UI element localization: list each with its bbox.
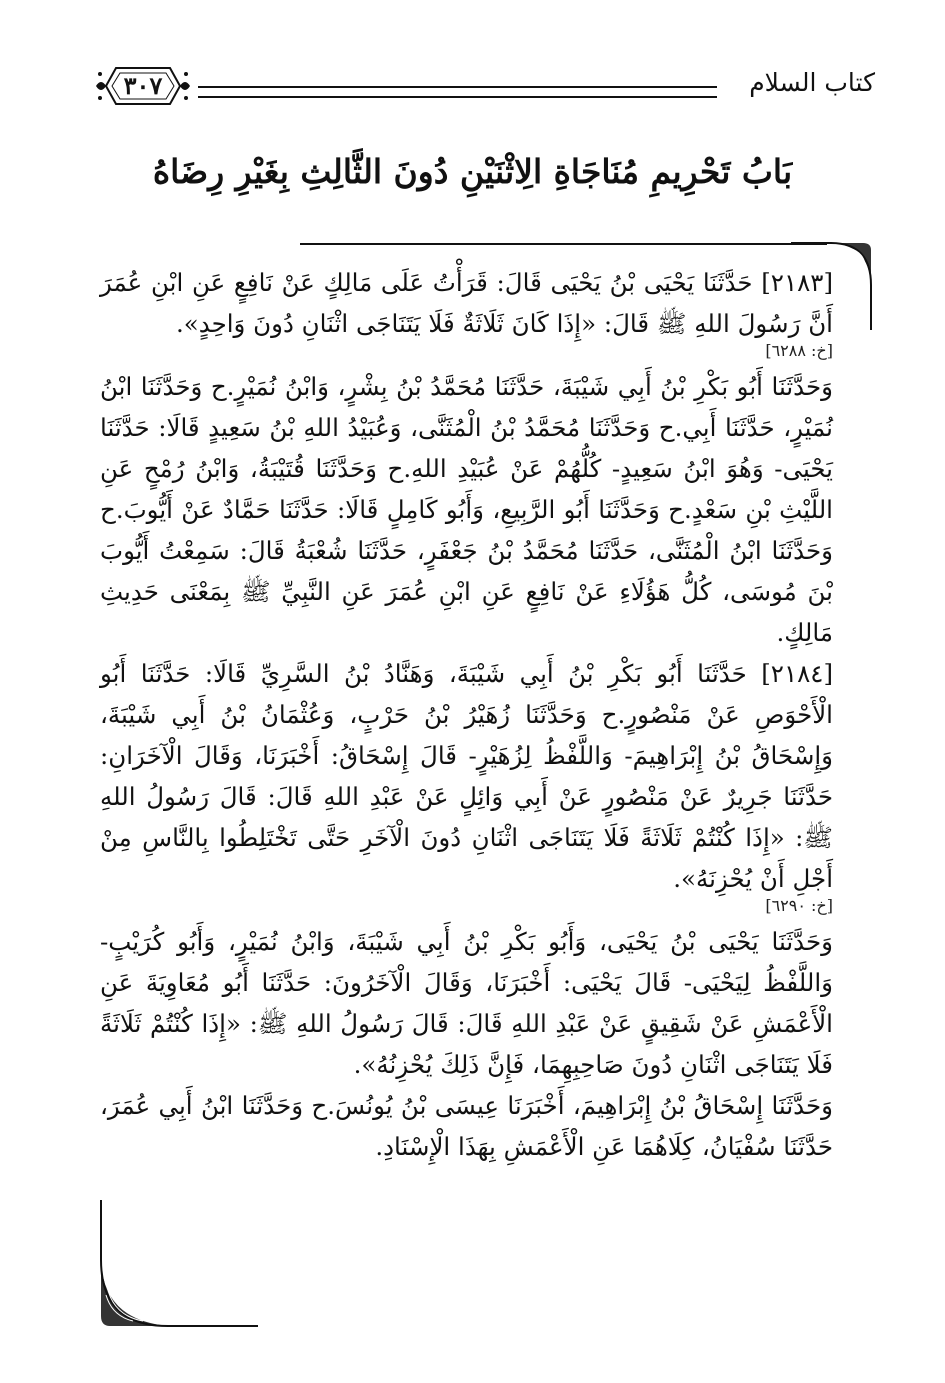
page-number: ٣٠٧ xyxy=(123,71,163,100)
book-title: كتاب السلام xyxy=(749,68,875,97)
hadith-2184-chain-3: وَحَدَّثَنَا إِسْحَاقُ بْنُ إِبْرَاهِيمَ، أَخْبَرَنَا عِيسَى بْنُ يُونُسَ.ح وَحَدَّثَنَا ابْنُ أَبِي عُمَرَ، حَدَّثَنَا سُفْيَانُ، كِلَاهُمَا عَنِ الْأَعْمَشِ بِهَذَا الْإِسْنَادِ. xyxy=(100,1091,833,1161)
reference-bukhari-6288: [خ: ٦٢٨٨] xyxy=(765,341,833,360)
hadith-2184: [٢١٨٤] حَدَّثَنَا أَبُو بَكْرِ بْنُ أَبِي شَيْبَةَ، وَهَنَّادُ بْنُ السَّرِيِّ قَالَا: حَدَّثَنَا أَبُو الْأَحْوَصِ عَنْ مَنْصُورٍ.ح وَحَدَّثَنَا زُهَيْرُ بْنُ حَرْبٍ، وَعُثْمَانُ بْنُ أَبِي شَيْبَةَ، وَإِسْحَاقُ بْنُ إِبْرَاهِيمَ- وَاللَّفْظُ لِزُهَيْرٍ- قَالَ إِسْحَاقُ: أَخْبَرَنَا، وَقَالَ الْآخَرَانِ: حَدَّثَنَا جَرِيرٌ عَنْ مَنْصُورٍ عَنْ أَبِي وَائِلٍ عَنْ عَبْدِ اللهِ قَالَ: قَالَ رَسُولُ اللهِ ﷺ: «إِذَا كُنْتُمْ ثَلَاثَةً فَلَا يَتَنَاجَى اثْنَانِ دُونَ الْآخَرِ حَتَّى تَخْتَلِطُوا بِالنَّاسِ مِنْ أَجْلِ أَنْ يُحْزِنَهُ». xyxy=(100,659,833,893)
hadith-2183-chains: وَحَدَّثَنَا أَبُو بَكْرِ بْنُ أَبِي شَيْبَةَ، حَدَّثَنَا مُحَمَّدُ بْنُ بِشْرٍ، وَابْنُ نُمَيْرٍ.ح وَحَدَّثَنَا ابْنُ نُمَيْرٍ، حَدَّثَنَا أَبِي.ح وَحَدَّثَنَا مُحَمَّدُ بْنُ الْمُثَنَّى، وَعُبَيْدُ اللهِ بْنُ سَعِيدٍ قَالَا: حَدَّثَنَا يَحْيَى- وَهُوَ ابْنُ سَعِيدٍ- كُلُّهُمْ عَنْ عُبَيْدِ اللهِ.ح وَحَدَّثَنَا قُتَيْبَةُ، وَابْنُ رُمْحٍ عَنِ اللَّيْثِ بْنِ سَعْدٍ.ح وَحَدَّثَنَا أَبُو الرَّبِيعِ، وَأَبُو كَامِلٍ قَالَا: حَدَّثَنَا حَمَّادٌ عَنْ أَيُّوبَ.ح وَحَدَّثَنَا ابْنُ الْمُثَنَّى، حَدَّثَنَا مُحَمَّدُ بْنُ جَعْفَرٍ، حَدَّثَنَا شُعْبَةُ قَالَ: سَمِعْتُ أَيُّوبَ بْنَ مُوسَى، كُلُّ هَؤُلَاءِ عَنْ نَافِعٍ عَنِ ابْنِ عُمَرَ عَنِ النَّبِيِّ ﷺ بِمَعْنَى حَدِيثِ مَالِكٍ. xyxy=(100,372,833,647)
reference-bukhari-6290: [خ: ٦٢٩٠] xyxy=(765,896,833,915)
hadith-2184-chain-2: وَحَدَّثَنَا يَحْيَى بْنُ يَحْيَى، وَأَبُو بَكْرِ بْنُ أَبِي شَيْبَةَ، وَابْنُ نُمَيْرٍ، وَأَبُو كُرَيْبٍ- وَاللَّفْظُ لِيَحْيَى- قَالَ يَحْيَى: أَخْبَرَنَا، وَقَالَ الْآخَرُونَ: حَدَّثَنَا أَبُو مُعَاوِيَةَ عَنِ الْأَعْمَشِ عَنْ شَقِيقٍ عَنْ عَبْدِ اللهِ قَالَ: قَالَ رَسُولُ اللهِ ﷺ: «إِذَا كُنْتُمْ ثَلَاثَةً فَلَا يَتَنَاجَى اثْنَانِ دُونَ صَاحِبِهِمَا، فَإِنَّ ذَلِكَ يُحْزِنُهُ». xyxy=(100,927,833,1079)
frame-top-rule xyxy=(300,243,827,245)
hadith-2183: [٢١٨٣] حَدَّثَنَا يَحْيَى بْنُ يَحْيَى قَالَ: قَرَأْتُ عَلَى مَالِكٍ عَنْ نَافِعٍ عَنِ ابْنِ عُمَرَ أَنَّ رَسُولَ اللهِ ﷺ قَالَ: «إِذَا كَانَ ثَلَاثَةٌ فَلَا يَتَنَاجَى اثْنَانِ دُونَ وَاحِدٍ». xyxy=(100,268,833,338)
chapter-heading: بَابُ تَحْرِيمِ مُنَاجَاةِ الِاثْنَيْنِ دُونَ الثَّالِثِ بِغَيْرِ رِضَاهُ xyxy=(152,152,793,191)
page-header xyxy=(92,56,875,118)
corner-ornament-bottom-icon xyxy=(98,1200,258,1330)
page-number-ornament xyxy=(92,56,194,116)
header-rule xyxy=(198,86,717,98)
page-body xyxy=(100,262,833,1167)
